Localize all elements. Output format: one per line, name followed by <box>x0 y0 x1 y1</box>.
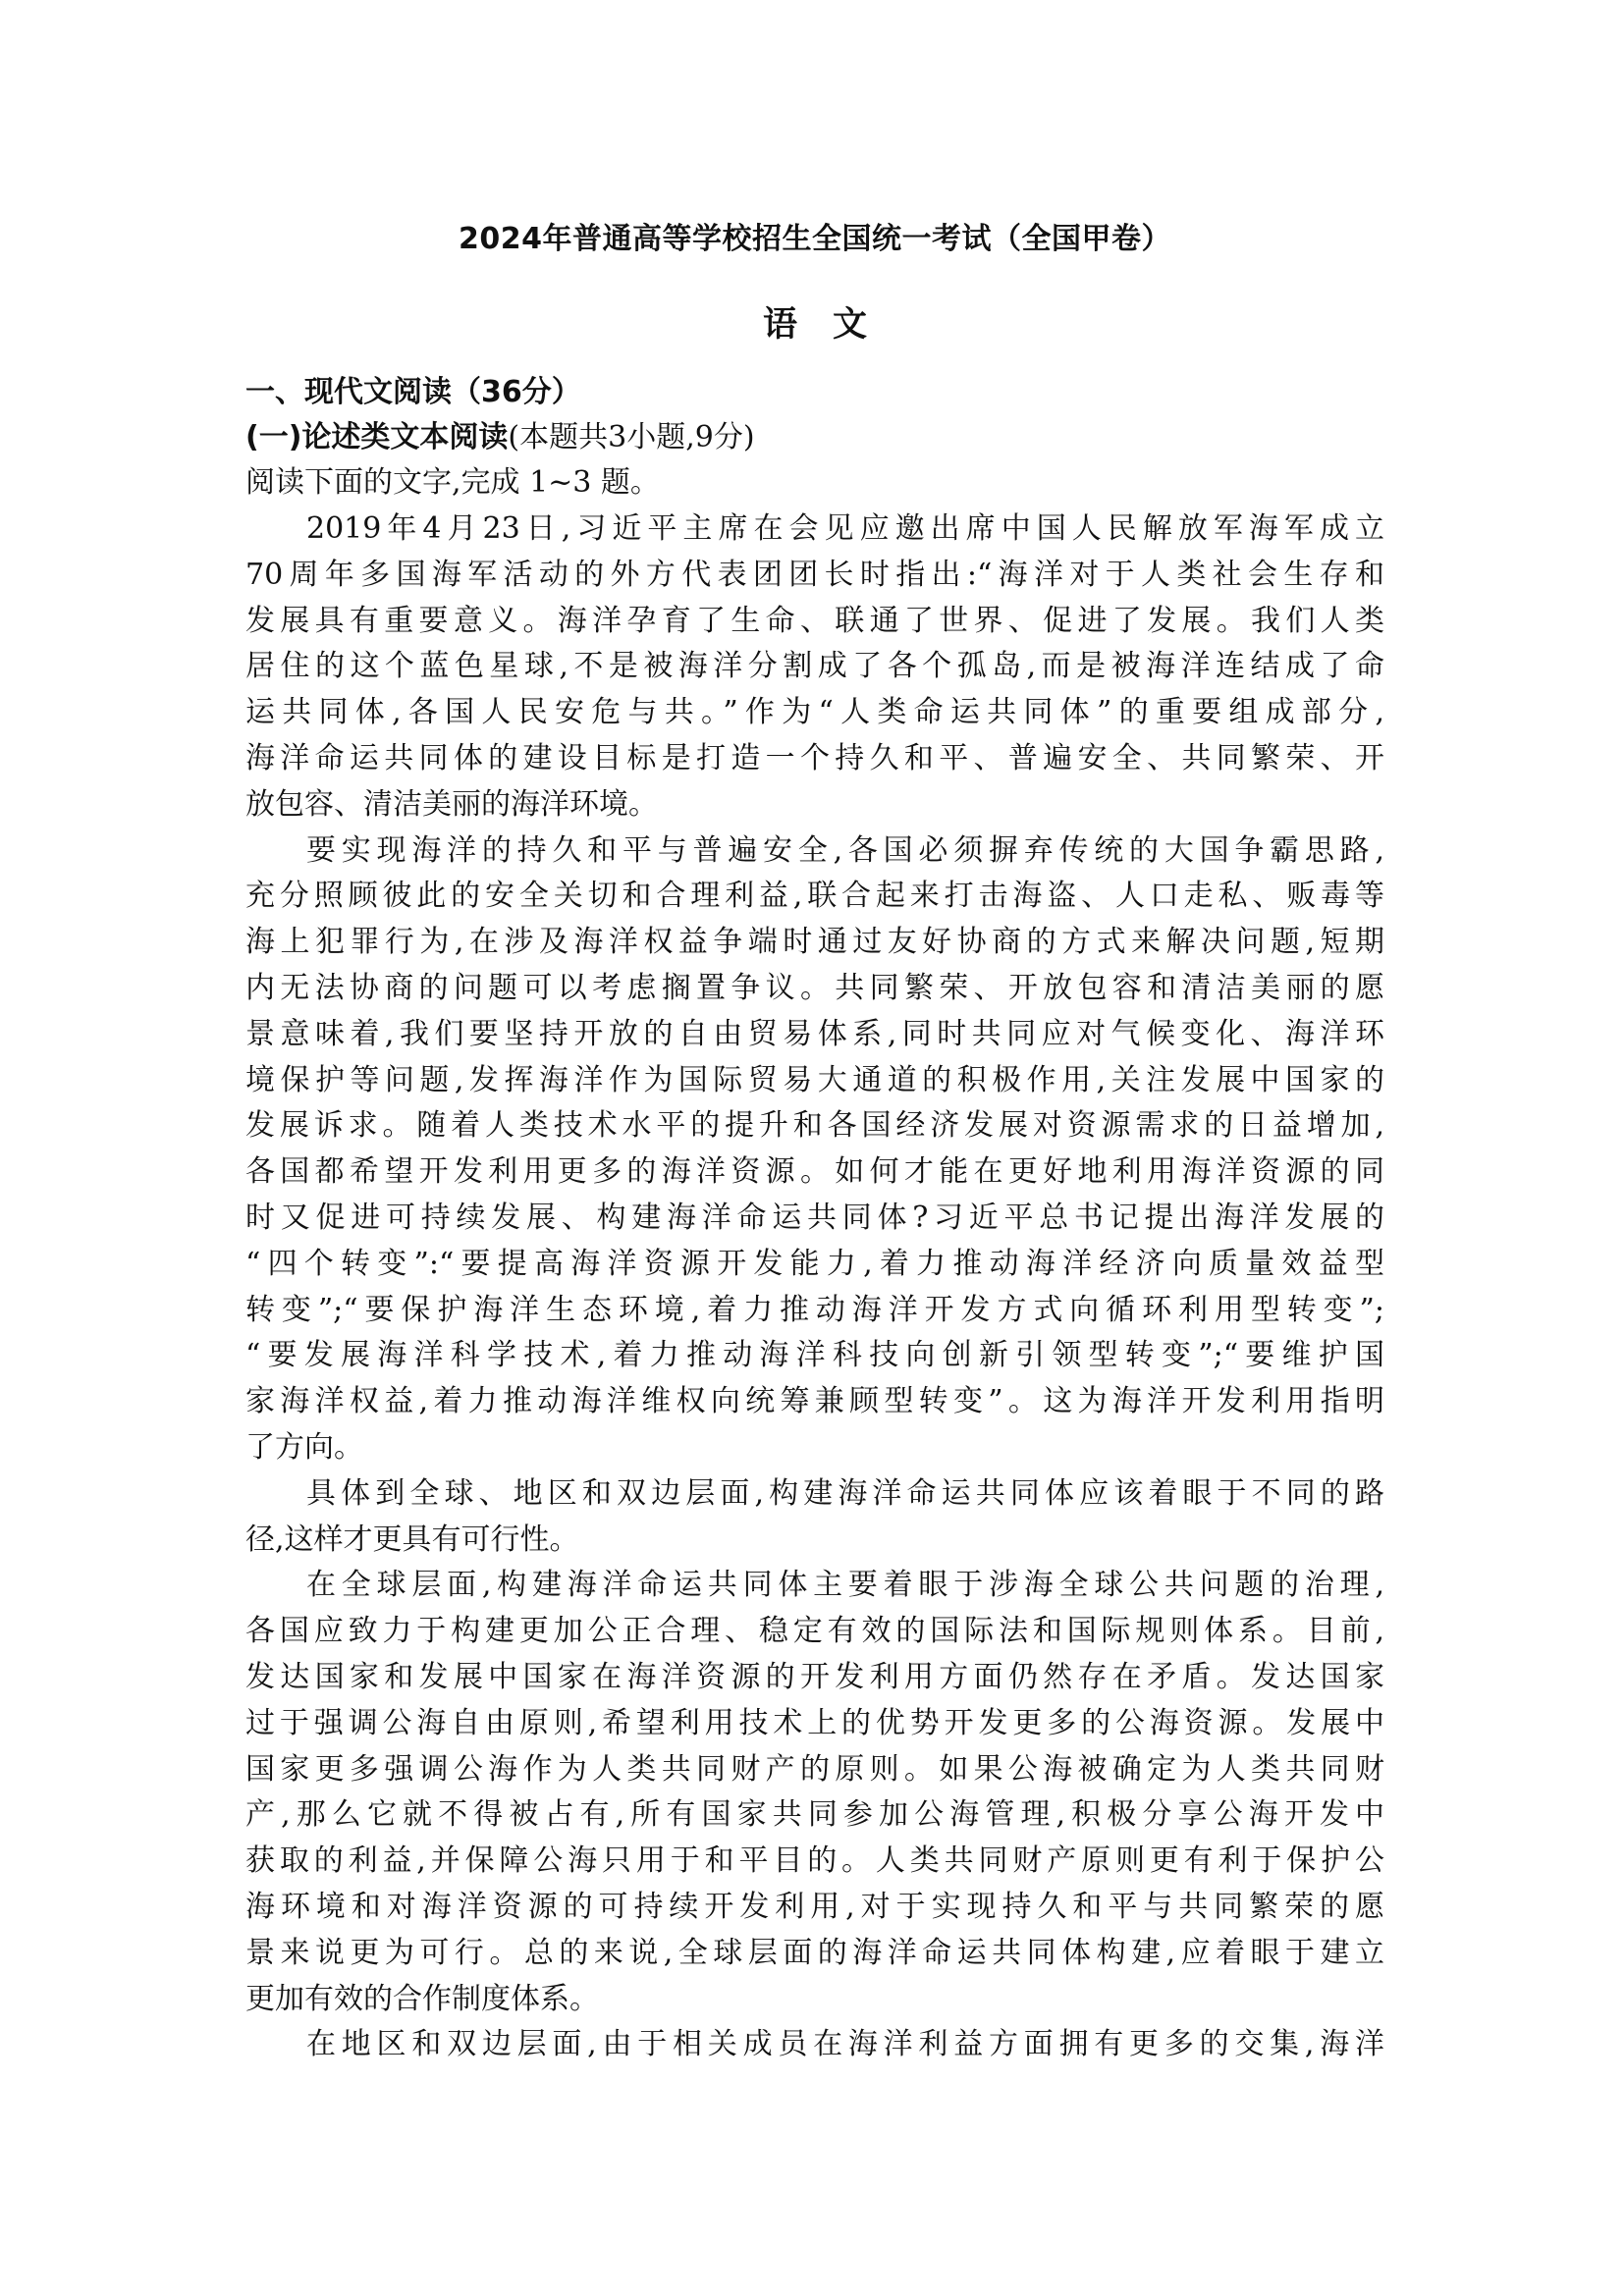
passage-line: 海洋命运共同体的建设目标是打造一个持久和平、普遍安全、共同繁荣、开 <box>245 740 1384 775</box>
passage-line: 国家更多强调公海作为人类共同财产的原则。如果公海被确定为人类共同财 <box>245 1751 1384 1787</box>
passage-line: 2019年4月23日,习近平主席在会见应邀出席中国人民解放军海军成立 <box>306 511 1384 546</box>
passage-line: 充分照顾彼此的安全关切和合理利益,联合起来打击海盗、人口走私、贩毒等 <box>245 879 1384 914</box>
passage-line: 时又促进可持续发展、构建海洋命运共同体?习近平总书记提出海洋发展的 <box>245 1200 1384 1235</box>
passage-line: 海上犯罪行为,在涉及海洋权益争端时通过友好协商的方式来解决问题,短期 <box>245 925 1384 960</box>
passage-line: 各国都希望开发利用更多的海洋资源。如何才能在更好地利用海洋资源的同 <box>245 1154 1384 1190</box>
passage-line: “要发展海洋科学技术,着力推动海洋科技向创新引领型转变”;“要维护国 <box>245 1338 1384 1373</box>
passage-line: 内无法协商的问题可以考虑搁置争议。共同繁荣、开放包容和清洁美丽的愿 <box>245 970 1384 1005</box>
passage-line: 境保护等问题,发挥海洋作为国际贸易大通道的积极作用,关注发展中国家的 <box>245 1062 1384 1097</box>
passage-line: 发展诉求。随着人类技术水平的提升和各国经济发展对资源需求的日益增加, <box>245 1108 1384 1144</box>
section-heading: 一、现代文阅读（36分） <box>245 375 581 409</box>
passage-line: 径,这样才更具有可行性。 <box>245 1522 579 1557</box>
passage-line: 在地区和双边层面,由于相关成员在海洋利益方面拥有更多的交集,海洋 <box>306 2027 1384 2062</box>
passage-line: 各国应致力于构建更加公正合理、稳定有效的国际法和国际规则体系。目前, <box>245 1614 1384 1649</box>
passage-line: 在全球层面,构建海洋命运共同体主要着眼于涉海全球公共问题的治理, <box>306 1568 1384 1603</box>
passage-line: 更加有效的合作制度体系。 <box>245 1981 599 2016</box>
passage-line: 家海洋权益,着力推动海洋维权向统筹兼顾型转变”。这为海洋开发利用指明 <box>245 1384 1384 1419</box>
passage-line: 发展具有重要意义。海洋孕育了生命、联通了世界、促进了发展。我们人类 <box>245 603 1384 638</box>
passage-line: 了方向。 <box>245 1429 363 1465</box>
passage-line: 获取的利益,并保障公海只用于和平目的。人类共同财产原则更有利于保护公 <box>245 1843 1384 1879</box>
subsection-note: (本题共3小题,9分) <box>508 420 755 454</box>
subsection-heading <box>245 416 755 459</box>
exam-title: 2024年普通高等学校招生全国统一考试（全国甲卷） <box>459 222 1171 256</box>
passage-line: “四个转变”:“要提高海洋资源开发能力,着力推动海洋经济向质量效益型 <box>245 1246 1384 1281</box>
subsection-label: (一)论述类文本阅读 <box>245 420 509 454</box>
passage-line: 产,那么它就不得被占有,所有国家共同参加公海管理,积极分享公海开发中 <box>245 1797 1384 1833</box>
passage-line: 具体到全球、地区和双边层面,构建海洋命运共同体应该着眼于不同的路 <box>306 1475 1384 1511</box>
passage-line: 海环境和对海洋资源的可持续开发利用,对于实现持久和平与共同繁荣的愿 <box>245 1889 1384 1924</box>
subject-title: 语文 <box>762 305 902 345</box>
passage-line: 要实现海洋的持久和平与普遍安全,各国必须摒弃传统的大国争霸思路, <box>306 832 1384 868</box>
passage-line: 发达国家和发展中国家在海洋资源的开发利用方面仍然存在矛盾。发达国家 <box>245 1659 1384 1694</box>
passage-body <box>245 507 1384 2068</box>
passage-line: 居住的这个蓝色星球,不是被海洋分割成了各个孤岛,而是被海洋连结成了命 <box>245 649 1384 684</box>
reading-instruction: 阅读下面的文字,完成 1~3 题。 <box>245 465 660 500</box>
passage-line: 景意味着,我们要坚持开放的自由贸易体系,同时共同应对气候变化、海洋环 <box>245 1016 1384 1051</box>
passage-line: 运共同体,各国人民安危与共。”作为“人类命运共同体”的重要组成部分, <box>245 695 1384 730</box>
passage-line: 景来说更为可行。总的来说,全球层面的海洋命运共同体构建,应着眼于建立 <box>245 1935 1384 1970</box>
passage-line: 转变”;“要保护海洋生态环境,着力推动海洋开发方式向循环利用型转变”; <box>245 1292 1384 1327</box>
passage-line: 放包容、清洁美丽的海洋环境。 <box>245 786 658 822</box>
passage-line: 70周年多国海军活动的外方代表团团长时指出:“海洋对于人类社会生存和 <box>245 557 1384 592</box>
passage-line: 过于强调公海自由原则,希望利用技术上的优势开发更多的公海资源。发展中 <box>245 1705 1384 1740</box>
